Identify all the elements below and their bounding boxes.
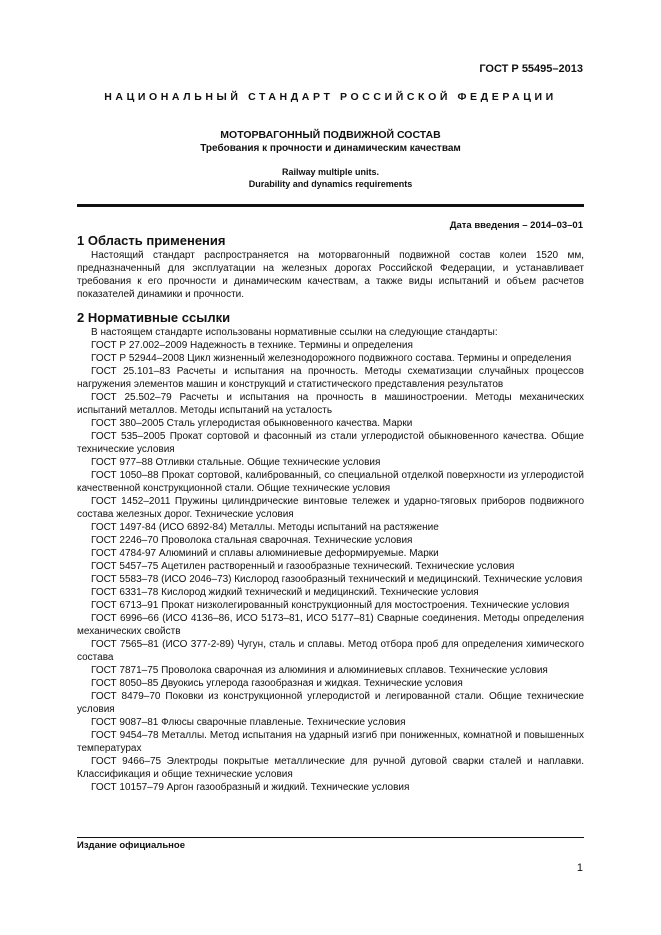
title-block <box>0 129 661 190</box>
reference-item: ГОСТ 2246–70 Проволока стальная сварочная. Технические условия <box>91 535 413 546</box>
title-english: Railway multiple units. <box>281 167 380 177</box>
reference-item: ГОСТ 9087–81 Флюсы сварочные плавленые. Технические условия <box>91 717 406 728</box>
reference-item: ГОСТ 535–2005 Прокат сортовой и фасонный из стали углеродистой обыкновенного качества. Общие технические условия <box>77 431 584 455</box>
reference-item: ГОСТ 5583–78 (ИСО 2046–73) Кислород газообразный технический и медицинский. Технические условия <box>91 574 583 585</box>
reference-item: ГОСТ 6713–91 Прокат низколегированный конструкционный для мостостроения. Технические условия <box>91 600 570 611</box>
reference-item: ГОСТ 380–2005 Сталь углеродистая обыкновенного качества. Марки <box>91 418 413 429</box>
page-number: 1 <box>576 862 583 874</box>
subtitle-russian: Требования к прочности и динамическим качествам <box>200 143 461 154</box>
reference-item: ГОСТ 6331–78 Кислород жидкий технический и медицинский. Технические условия <box>91 587 479 598</box>
reference-item: ГОСТ 9454–78 Металлы. Метод испытания на ударный изгиб при пониженных, комнатной и повышенных температурах <box>77 730 584 754</box>
footer-divider <box>77 837 584 838</box>
reference-item: ГОСТ 25.502–79 Расчеты и испытания на прочность в машиностроении. Методы механических испытаний металлов. Методы испытаний на усталость <box>77 392 584 416</box>
document-code: ГОСТ Р 55495–2013 <box>479 63 583 75</box>
reference-item: ГОСТ 1497-84 (ИСО 6892-84) Металлы. Методы испытаний на растяжение <box>91 522 439 533</box>
reference-item: ГОСТ 1050–88 Прокат сортовой, калиброванный, со специальной отделкой поверхности из углеродистой качественной конструкционной стали. Общие технические условия <box>77 470 584 494</box>
reference-item: ГОСТ 5457–75 Ацетилен растворенный и газообразные технический. Технические условия <box>91 561 515 572</box>
reference-item: ГОСТ 8479–70 Поковки из конструкционной углеродистой и легированной стали. Общие технические условия <box>77 691 584 715</box>
title-divider <box>77 204 584 207</box>
reference-item: ГОСТ Р 52944–2008 Цикл жизненный железнодорожного подвижного состава. Термины и определения <box>91 353 572 364</box>
section-1-text: Настоящий стандарт распространяется на моторвагонный подвижной состав колеи 1520 мм, предназначенный для эксплуатации на железных дорогах Российской Федерации, и устанавливает требования к его прочности и динамическим качествам, а также виды испытаний и объем расчетов показателей динамики и прочности. <box>77 250 584 300</box>
introduction-date: Дата введения – 2014–03–01 <box>449 220 583 231</box>
subtitle-english: Durability and dynamics requirements <box>248 179 413 189</box>
references-intro: В настоящем стандарте использованы нормативные ссылки на следующие стандарты: <box>91 327 498 338</box>
reference-item: ГОСТ 1452–2011 Пружины цилиндрические винтовые тележек и ударно-тяговых приборов подвижного состава железных дорог. Технические условия <box>77 496 584 520</box>
references-list <box>77 326 584 794</box>
reference-item: ГОСТ Р 27.002–2009 Надежность в технике. Термины и определения <box>91 340 413 351</box>
reference-item: ГОСТ 10157–79 Аргон газообразный и жидкий. Технические условия <box>91 782 410 793</box>
reference-item: ГОСТ 6996–66 (ИСО 4136–86, ИСО 5173–81, ИСО 5177–81) Сварные соединения. Методы определения механических свойств <box>77 613 584 637</box>
reference-item: ГОСТ 7565–81 (ИСО 377-2-89) Чугун, сталь и сплавы. Метод отбора проб для определения химического состава <box>77 639 584 663</box>
title-russian: МОТОРВАГОННЫЙ ПОДВИЖНОЙ СОСТАВ <box>220 129 441 141</box>
reference-item: ГОСТ 8050–85 Двуокись углерода газообразная и жидкая. Технические условия <box>91 678 463 689</box>
section-1-heading: 1 Область применения <box>77 233 226 248</box>
reference-item: ГОСТ 25.101–83 Расчеты и испытания на прочность. Методы схематизации случайных процессов нагружения элементов машин и конструкций и статистического представления результатов <box>77 366 584 390</box>
reference-item: ГОСТ 9466–75 Электроды покрытые металлические для ручной дуговой сварки сталей и наплавки. Классификация и общие технические условия <box>77 756 584 780</box>
edition-label: Издание официальное <box>77 840 185 851</box>
reference-item: ГОСТ 4784-97 Алюминий и сплавы алюминиевые деформируемые. Марки <box>91 548 439 559</box>
section-2-heading: 2 Нормативные ссылки <box>77 310 231 325</box>
reference-item: ГОСТ 7871–75 Проволока сварочная из алюминия и алюминиевых сплавов. Технические условия <box>91 665 548 676</box>
national-standard-heading: НАЦИОНАЛЬНЫЙ СТАНДАРТ РОССИЙСКОЙ ФЕДЕРАЦИИ <box>104 91 557 103</box>
document-body <box>77 232 584 794</box>
reference-item: ГОСТ 977–88 Отливки стальные. Общие технические условия <box>91 457 381 468</box>
